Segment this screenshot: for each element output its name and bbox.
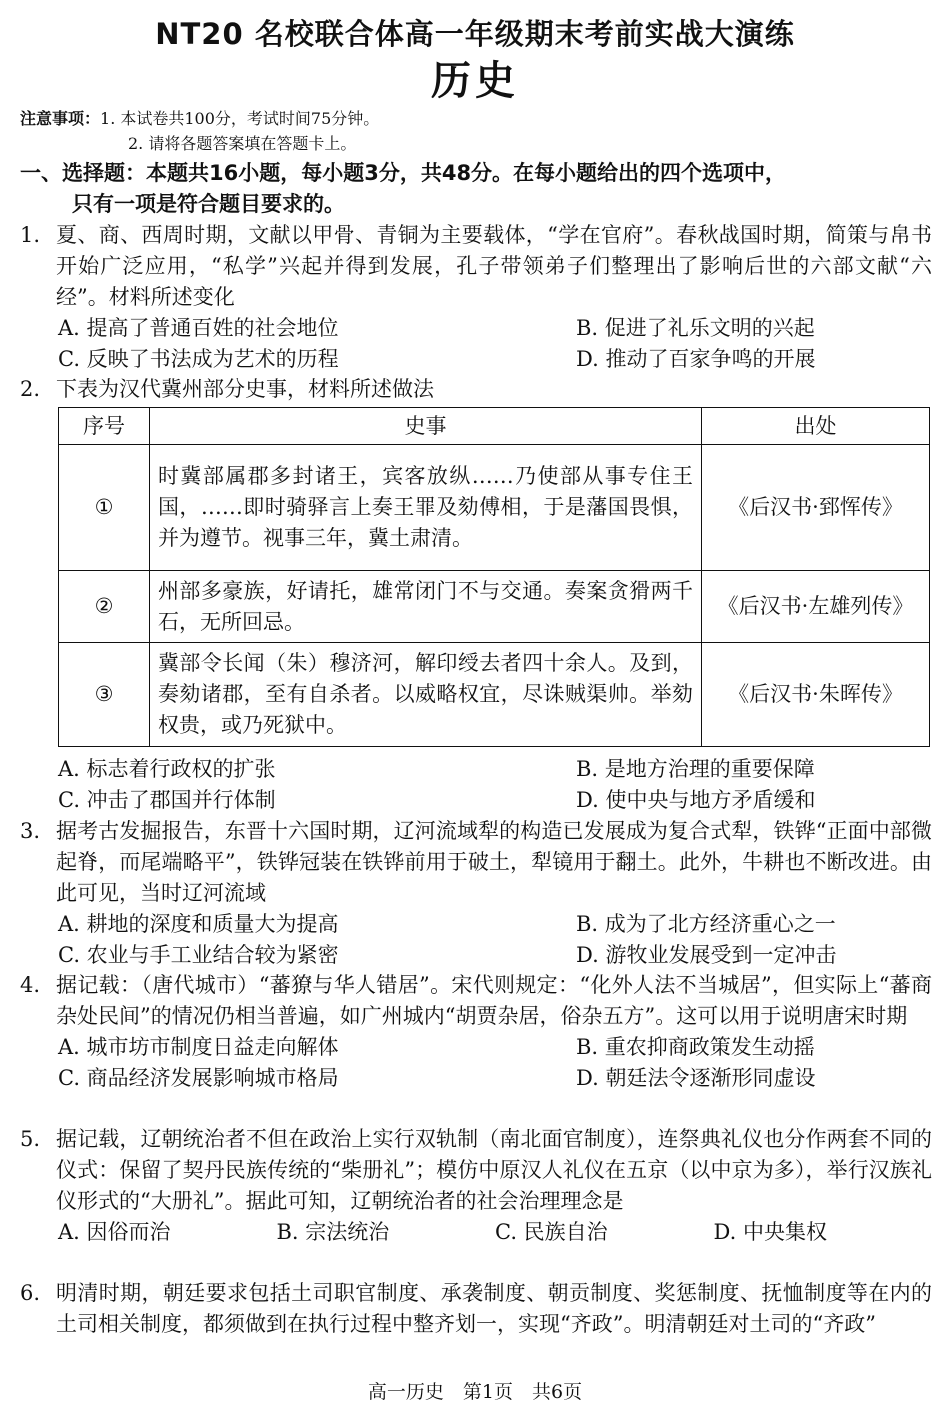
question-3 [20, 816, 932, 971]
option-a: A. 耕地的深度和质量大为提高 [58, 912, 339, 936]
subject-title: 历史 [431, 58, 519, 104]
question-stem: 下表为汉代冀州部分史事，材料所述做法 [56, 377, 434, 401]
option-c: C. 反映了书法成为艺术的历程 [58, 347, 339, 371]
question-2 [20, 374, 932, 405]
option-c: C. 民族自治 [495, 1220, 608, 1244]
note-item: 1. 本试卷共100分，考试时间75分钟。 [100, 109, 380, 128]
table-row [59, 445, 930, 571]
options [20, 1032, 932, 1094]
question-1 [20, 220, 932, 375]
table-cell: 《后汉书·朱晖传》 [702, 643, 930, 747]
exam-title: NT20 名校联合体高一年级期末考前实战大演练 [155, 17, 795, 51]
table-cell: 州部多豪族，好请托，雄常闭门不与交通。奏案贪猾两千石，无所回忌。 [150, 571, 702, 643]
option-b: B. 成为了北方经济重心之一 [576, 912, 836, 936]
table-cell: 《后汉书·郅恽传》 [702, 445, 930, 571]
question-stem: 夏、商、西周时期，文献以甲骨、青铜为主要载体，“学在官府”。春秋战国时期，简策与帛书开始广泛应用，“私学”兴起并得到发展，孔子带领弟子们整理出了影响后世的六部文献“六经”。材料所述变化 [56, 223, 932, 309]
option-b: B. 促进了礼乐文明的兴起 [576, 316, 815, 340]
options [20, 1217, 932, 1248]
question-4 [20, 970, 932, 1094]
question-stem: 据考古发掘报告，东晋十六国时期，辽河流域犁的构造已发展成为复合式犁，铁铧“正面中部微起脊，而尾端略平”，铁铧冠装在铁铧前用于破土，犁镜用于翻土。此外，牛耕也不断改进。由此可见，当时辽河流域 [56, 819, 932, 905]
question-6 [20, 1278, 932, 1340]
section-heading-line: 一、选择题：本题共16小题，每小题3分，共48分。在每小题给出的四个选项中， [20, 161, 787, 185]
option-c: C. 商品经济发展影响城市格局 [58, 1066, 339, 1090]
option-c: C. 农业与手工业结合较为紧密 [58, 943, 339, 967]
table-row [59, 571, 930, 643]
table-row [59, 643, 930, 747]
option-d: D. 中央集权 [713, 1220, 827, 1244]
table-cell: 冀部令长闻（朱）穆济河，解印绶去者四十余人。及到，奏劾诸郡，至有自杀者。以威略权宜，尽诛贼渠帅。举劾权贵，或乃死狱中。 [150, 643, 702, 747]
question-stem: 据记载，辽朝统治者不但在政治上实行双轨制（南北面官制度），连祭典礼仪也分作两套不同的仪式：保留了契丹民族传统的“柴册礼”；模仿中原汉人礼仪在五京（以中京为多），举行汉族礼仪形式的“大册礼”。据此可知，辽朝统治者的社会治理理念是 [56, 1127, 932, 1213]
notes-label: 注意事项： [20, 109, 101, 128]
options [20, 754, 932, 816]
options [20, 313, 932, 375]
table-cell: 《后汉书·左雄列传》 [702, 571, 930, 643]
question-number: 1. [20, 223, 41, 247]
option-a: A. 城市坊市制度日益走向解体 [58, 1035, 339, 1059]
table-cell: ③ [59, 643, 150, 747]
history-table [58, 407, 930, 747]
note-item: 2. 请将各题答案填在答题卡上。 [128, 134, 357, 153]
option-d: D. 朝廷法令逐渐形同虚设 [576, 1066, 816, 1090]
option-c: C. 冲击了郡国并行体制 [58, 788, 276, 812]
option-b: B. 重农抑商政策发生动摇 [576, 1035, 815, 1059]
question-stem: 明清时期，朝廷要求包括土司职官制度、承袭制度、朝贡制度、奖惩制度、抚恤制度等在内的土司相关制度，都须做到在执行过程中整齐划一，实现“齐政”。明清朝廷对土司的“齐政” [56, 1281, 932, 1336]
table-header: 史事 [150, 408, 702, 445]
option-d: D. 推动了百家争鸣的开展 [576, 347, 816, 371]
option-a: A. 因俗而治 [58, 1220, 171, 1244]
table-header-row [59, 408, 930, 445]
page-footer: 高一历史 第1页 共6页 [367, 1381, 583, 1403]
section-heading-line: 只有一项是符合题目要求的。 [72, 192, 345, 216]
question-number: 5. [20, 1127, 41, 1151]
question-stem: 据记载：（唐代城市）“蕃獠与华人错居”。宋代则规定：“化外人法不当城居”，但实际上“蕃商杂处民间”的情况仍相当普遍，如广州城内“胡贾杂居，俗杂五方”。这可以用于说明唐宋时期 [56, 973, 932, 1028]
table-cell: ② [59, 571, 150, 643]
option-d: D. 游牧业发展受到一定冲击 [576, 943, 837, 967]
option-a: A. 标志着行政权的扩张 [58, 757, 276, 781]
question-number: 6. [20, 1281, 41, 1305]
option-b: B. 宗法统治 [276, 1220, 390, 1244]
table-header: 序号 [59, 408, 150, 445]
notes [20, 106, 379, 156]
question-number: 2. [20, 377, 41, 401]
option-a: A. 提高了普通百姓的社会地位 [58, 316, 339, 340]
option-b: B. 是地方治理的重要保障 [576, 757, 815, 781]
table-cell: ① [59, 445, 150, 571]
options [20, 909, 932, 971]
question-number: 3. [20, 819, 41, 843]
option-d: D. 使中央与地方矛盾缓和 [576, 788, 816, 812]
table-header: 出处 [702, 408, 930, 445]
question-5 [20, 1124, 932, 1248]
question-number: 4. [20, 973, 41, 997]
section-heading [20, 158, 935, 220]
table-cell: 时冀部属郡多封诸王，宾客放纵……乃使部从事专住王国，……即时骑驿言上奏王罪及劾傅相，于是藩国畏惧，并为遵节。视事三年，冀土肃清。 [150, 445, 702, 571]
question-2-options [20, 754, 932, 816]
